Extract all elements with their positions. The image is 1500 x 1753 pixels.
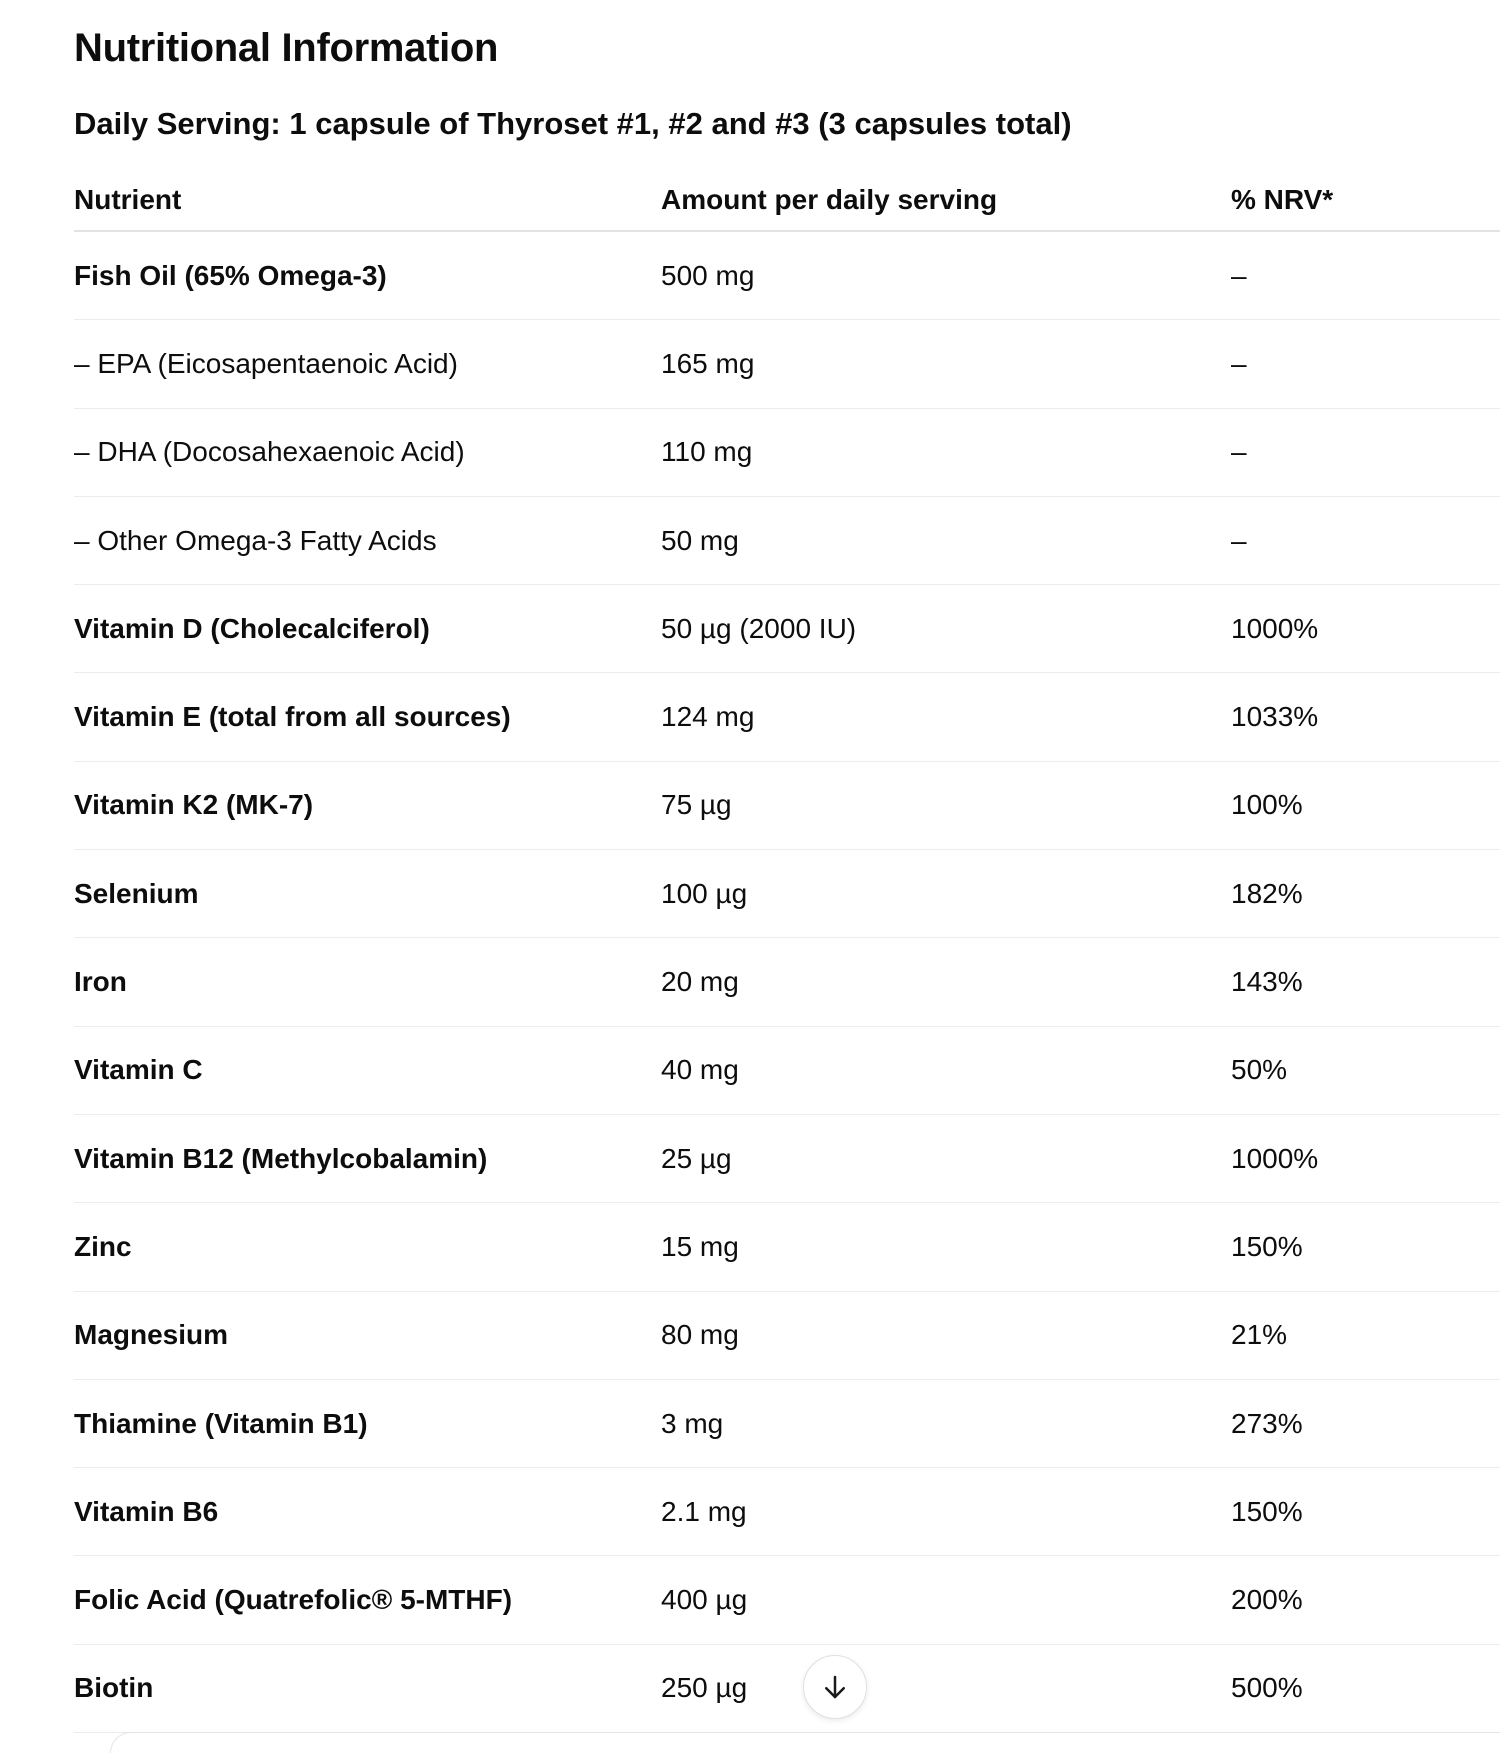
amount-cell: 80 mg	[661, 1319, 739, 1351]
table-row	[74, 1380, 1500, 1468]
nutrient-cell: Fish Oil (65% Omega-3)	[74, 259, 387, 291]
nrv-cell: 1033%	[1231, 701, 1319, 733]
nrv-cell: 50%	[1231, 1054, 1288, 1086]
nutrient-cell: Selenium	[74, 877, 199, 909]
amount-cell: 250 µg	[661, 1672, 748, 1704]
nutrient-cell: Vitamin D (Cholecalciferol)	[74, 612, 430, 644]
nrv-cell: 200%	[1231, 1584, 1303, 1616]
table-row	[74, 320, 1500, 408]
header-nrv: % NRV*	[1231, 184, 1334, 215]
amount-cell: 20 mg	[661, 966, 739, 998]
table-row	[74, 585, 1500, 673]
nutrient-cell: Vitamin B6	[74, 1495, 219, 1527]
nrv-cell: –	[1231, 524, 1247, 556]
amount-cell: 2.1 mg	[661, 1495, 747, 1527]
nutrient-cell: Vitamin B12 (Methylcobalamin)	[74, 1142, 488, 1174]
serving-heading: Daily Serving: 1 capsule of Thyroset #1, #2 and #3 (3 capsules total)	[74, 106, 1072, 141]
scroll-to-bottom-button[interactable]	[803, 1655, 867, 1719]
table-body	[74, 232, 1500, 1733]
nrv-cell: –	[1231, 347, 1247, 379]
amount-cell: 500 mg	[661, 259, 755, 291]
table-row	[74, 850, 1500, 938]
nrv-cell: 273%	[1231, 1407, 1303, 1439]
nutrient-cell: – Other Omega-3 Fatty Acids	[74, 524, 437, 556]
amount-cell: 110 mg	[661, 436, 753, 468]
table-row	[74, 673, 1500, 761]
amount-cell: 400 µg	[661, 1584, 748, 1616]
nutrient-cell: Magnesium	[74, 1319, 229, 1351]
amount-cell: 25 µg	[661, 1142, 732, 1174]
table-header-row	[74, 170, 1500, 232]
amount-cell: 40 mg	[661, 1054, 739, 1086]
table-row	[74, 497, 1500, 585]
amount-cell: 165 mg	[661, 347, 755, 379]
nrv-cell: 150%	[1231, 1230, 1303, 1262]
nrv-cell: –	[1231, 436, 1247, 468]
table-row	[74, 409, 1500, 497]
nrv-cell: 21%	[1231, 1319, 1288, 1351]
nutrient-cell: – DHA (Docosahexaenoic Acid)	[74, 436, 465, 468]
amount-cell: 124 mg	[661, 701, 755, 733]
table-row	[74, 232, 1500, 320]
amount-cell: 50 µg (2000 IU)	[661, 612, 857, 644]
amount-cell: 50 mg	[661, 524, 739, 556]
nrv-cell: 500%	[1231, 1672, 1303, 1704]
amount-cell: 75 µg	[661, 789, 732, 821]
amount-cell: 3 mg	[661, 1407, 724, 1439]
table-row	[74, 1468, 1500, 1556]
table-row	[74, 1027, 1500, 1115]
nutrient-cell: Biotin	[74, 1672, 154, 1704]
amount-cell: 15 mg	[661, 1230, 739, 1262]
nutrient-cell: Vitamin E (total from all sources)	[74, 701, 511, 733]
nutrition-table	[74, 170, 1500, 1733]
table-row	[74, 1292, 1500, 1380]
table-row	[74, 938, 1500, 1026]
page-title: Nutritional Information	[74, 26, 499, 70]
nutrient-cell: Iron	[74, 966, 127, 998]
amount-cell: 100 µg	[661, 877, 748, 909]
header-nutrient: Nutrient	[74, 184, 182, 215]
nrv-cell: 182%	[1231, 877, 1303, 909]
nutrient-cell: Zinc	[74, 1230, 132, 1262]
arrow-down-icon	[820, 1672, 850, 1702]
table-row	[74, 1203, 1500, 1291]
nutrient-cell: – EPA (Eicosapentaenoic Acid)	[74, 347, 458, 379]
table-row	[74, 762, 1500, 850]
nrv-cell: 1000%	[1231, 1142, 1319, 1174]
header-amount: Amount per daily serving	[661, 184, 998, 215]
nrv-cell: 100%	[1231, 789, 1303, 821]
nrv-cell: 1000%	[1231, 612, 1319, 644]
table-row	[74, 1645, 1500, 1733]
nrv-cell: 143%	[1231, 966, 1303, 998]
nrv-cell: 150%	[1231, 1495, 1303, 1527]
nutrient-cell: Vitamin K2 (MK-7)	[74, 789, 314, 821]
nutrient-cell: Vitamin C	[74, 1054, 203, 1086]
nrv-cell: –	[1231, 259, 1247, 291]
table-row	[74, 1556, 1500, 1644]
message-composer[interactable]	[110, 1732, 1500, 1753]
table-row	[74, 1115, 1500, 1203]
nutrient-cell: Folic Acid (Quatrefolic® 5-MTHF)	[74, 1584, 513, 1616]
nutrient-cell: Thiamine (Vitamin B1)	[74, 1407, 368, 1439]
